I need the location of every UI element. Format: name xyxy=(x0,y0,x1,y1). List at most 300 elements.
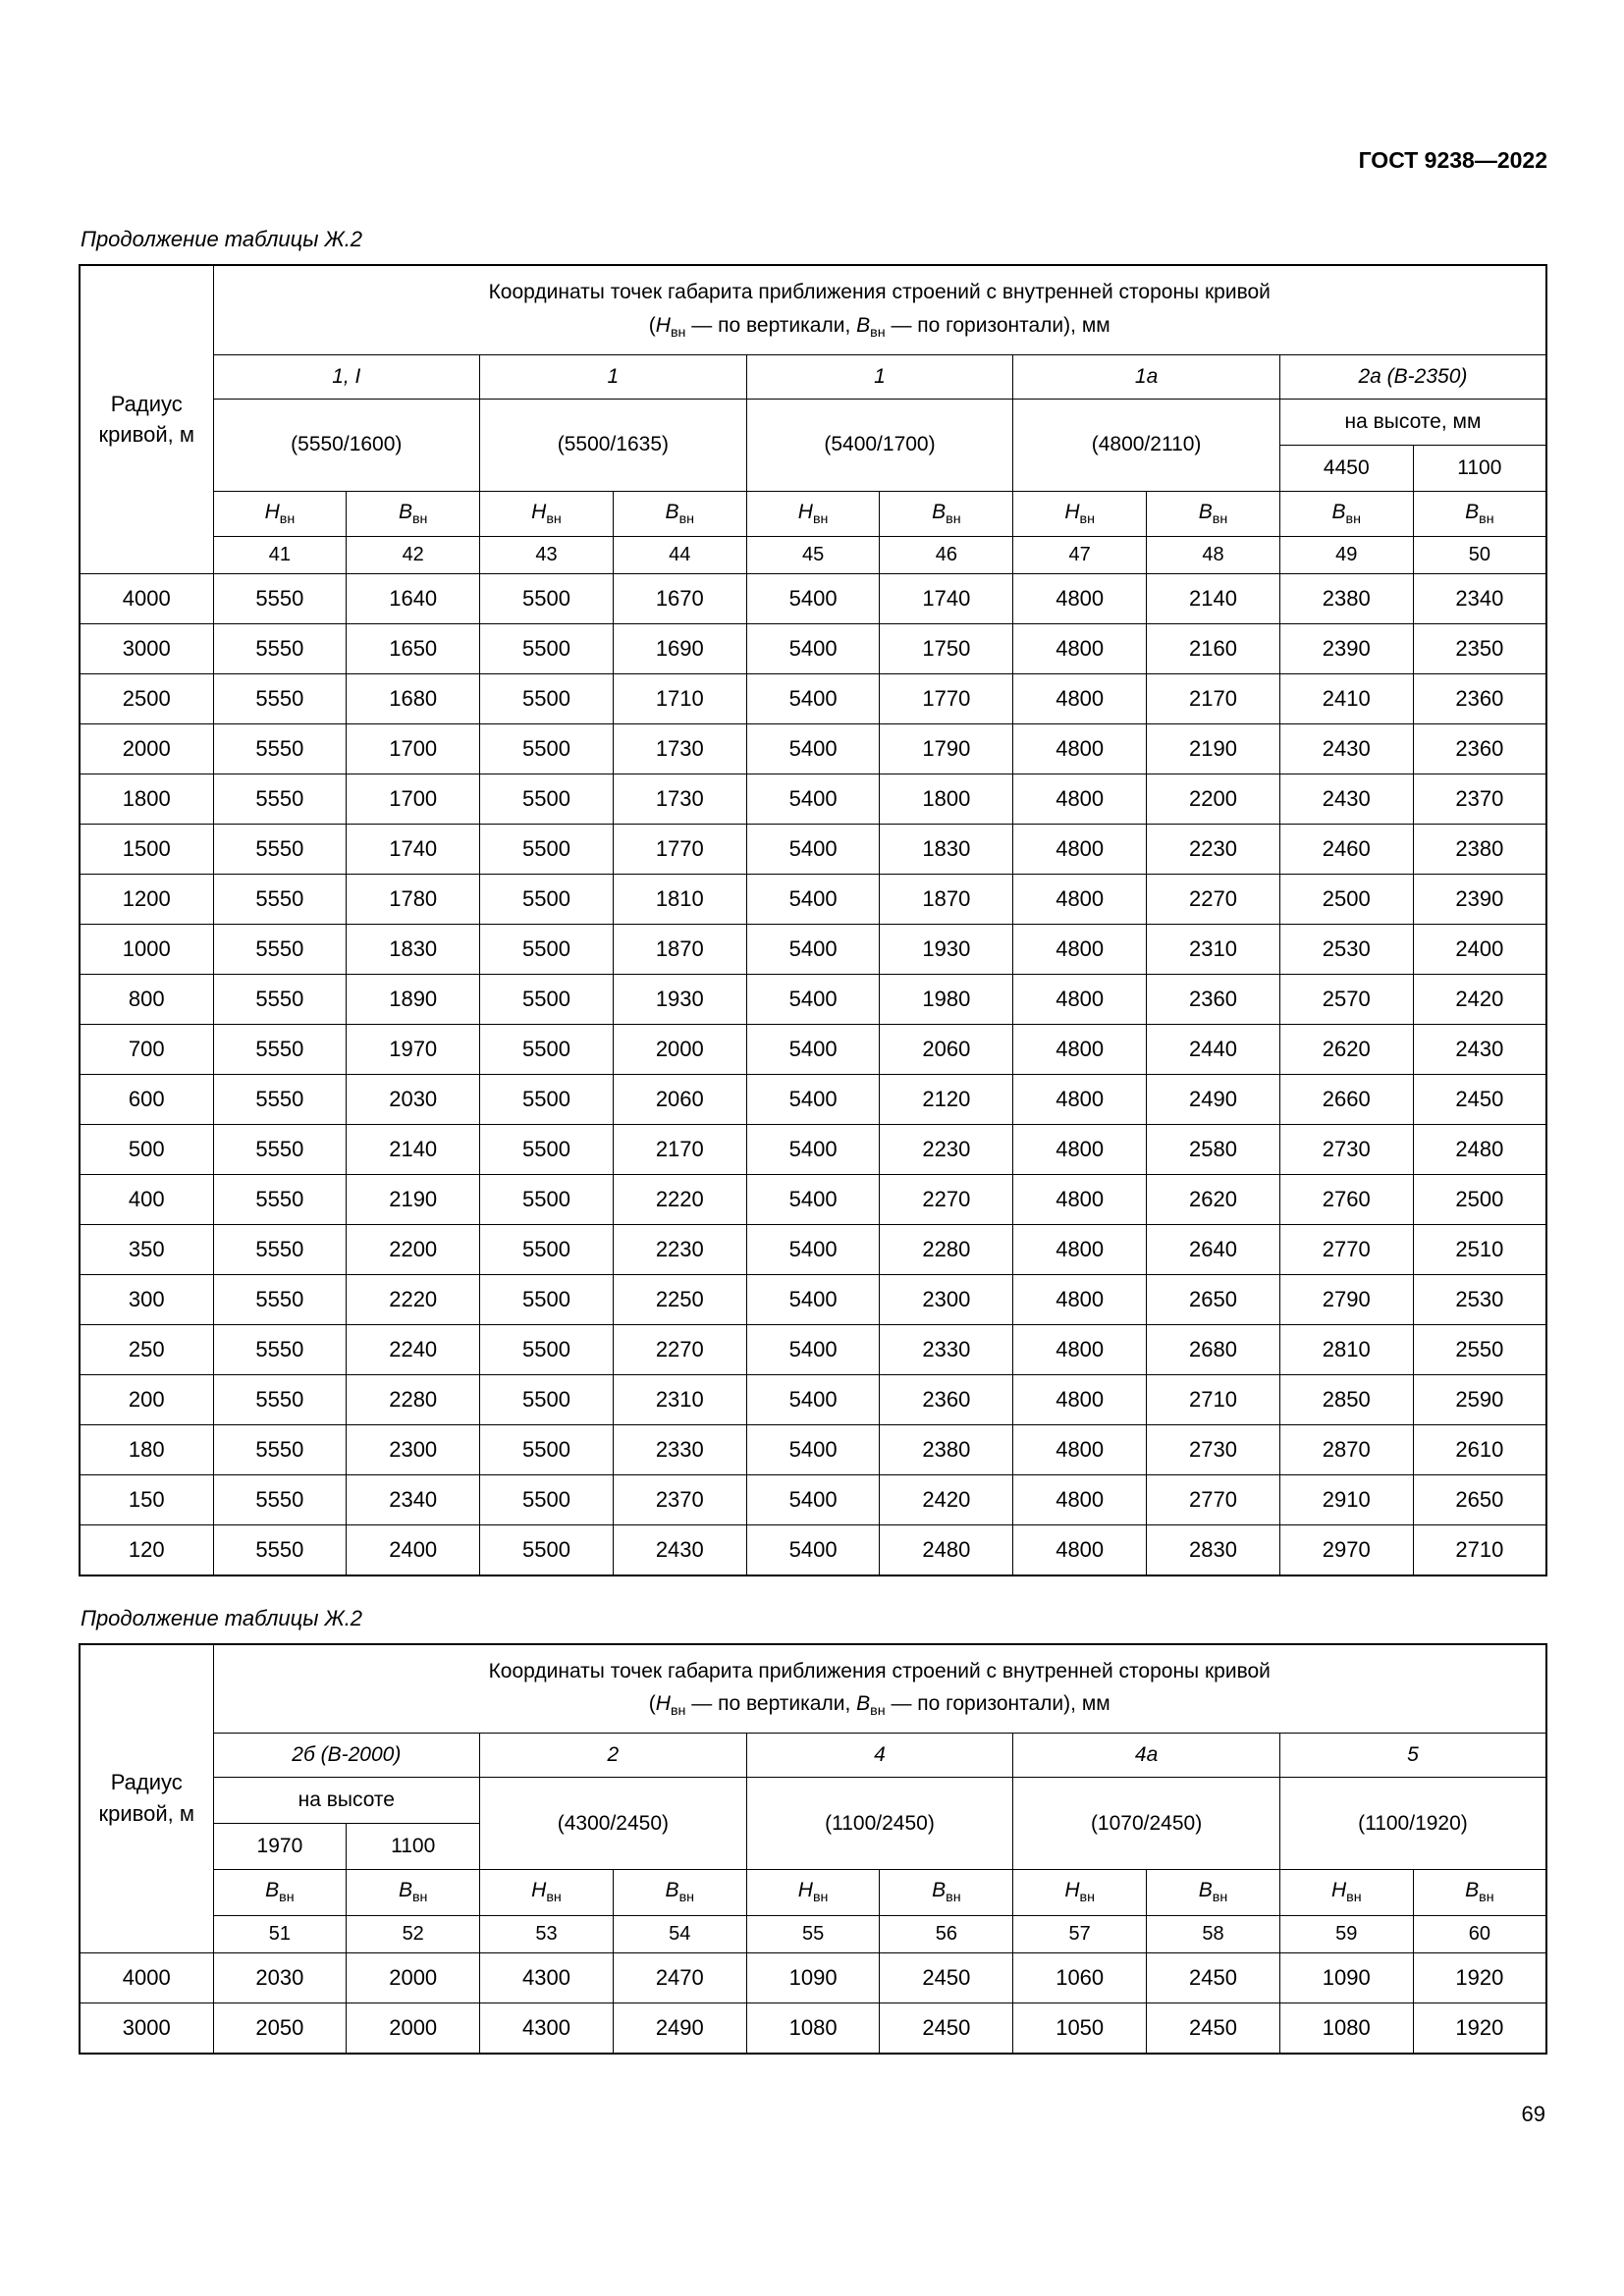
column-label: $В_{вн}$ xyxy=(1147,1870,1280,1915)
value-cell: 2760 xyxy=(1279,1174,1413,1224)
value-cell: 5400 xyxy=(746,1124,880,1174)
group-header: 2 xyxy=(480,1734,747,1778)
value-cell: 5400 xyxy=(746,1374,880,1424)
table-row xyxy=(80,1174,1546,1224)
value-cell: 4800 xyxy=(1013,1474,1147,1524)
value-cell: 2660 xyxy=(1279,1074,1413,1124)
column-number: 41 xyxy=(213,536,347,573)
column-label: $В_{вн}$ xyxy=(347,491,480,536)
value-cell: 5400 xyxy=(746,623,880,673)
value-cell: 5550 xyxy=(213,1024,347,1074)
radius-cell: 350 xyxy=(80,1224,213,1274)
value-cell: 2200 xyxy=(347,1224,480,1274)
value-cell: 4800 xyxy=(1013,723,1147,774)
value-cell: 2870 xyxy=(1279,1424,1413,1474)
value-cell: 2380 xyxy=(1279,573,1413,623)
radius-cell: 1200 xyxy=(80,874,213,924)
radius-cell: 2500 xyxy=(80,673,213,723)
value-cell: 2650 xyxy=(1413,1474,1546,1524)
height-note-header: на высоте xyxy=(213,1778,480,1824)
dimension-header: (4300/2450) xyxy=(480,1778,747,1870)
height-value-header: 1100 xyxy=(1413,445,1546,491)
value-cell: 4800 xyxy=(1013,573,1147,623)
height-note-header: на высоте, мм xyxy=(1279,399,1546,445)
group-header: 4а xyxy=(1013,1734,1280,1778)
table-row xyxy=(80,874,1546,924)
dimension-header: (5400/1700) xyxy=(746,399,1013,491)
value-cell: 5500 xyxy=(480,1424,614,1474)
column-number: 45 xyxy=(746,536,880,573)
value-cell: 2400 xyxy=(1413,924,1546,974)
value-cell: 2230 xyxy=(880,1124,1013,1174)
table2-caption: Продолжение таблицы Ж.2 xyxy=(81,1605,363,1630)
value-cell: 2380 xyxy=(880,1424,1013,1474)
page-number: 69 xyxy=(1521,2101,1545,2126)
radius-cell: 500 xyxy=(80,1124,213,1174)
radius-cell: 3000 xyxy=(80,2002,213,2054)
value-cell: 1090 xyxy=(1279,1952,1413,2002)
column-label: $В_{вн}$ xyxy=(213,1870,347,1915)
column-number: 57 xyxy=(1013,1915,1147,1952)
value-cell: 1870 xyxy=(613,924,746,974)
column-number: 52 xyxy=(347,1915,480,1952)
value-cell: 2680 xyxy=(1147,1324,1280,1374)
value-cell: 2270 xyxy=(880,1174,1013,1224)
value-cell: 4800 xyxy=(1013,1374,1147,1424)
table-row xyxy=(80,1524,1546,1575)
value-cell: 2190 xyxy=(347,1174,480,1224)
value-cell: 1890 xyxy=(347,974,480,1024)
value-cell: 2590 xyxy=(1413,1374,1546,1424)
value-cell: 2330 xyxy=(880,1324,1013,1374)
value-cell: 2280 xyxy=(880,1224,1013,1274)
value-cell: 2250 xyxy=(613,1274,746,1324)
value-cell: 5400 xyxy=(746,824,880,874)
table1-group-row xyxy=(80,354,1546,399)
table-row xyxy=(80,924,1546,974)
group-header: 1, I xyxy=(213,354,480,399)
radius-cell: 1500 xyxy=(80,824,213,874)
value-cell: 5400 xyxy=(746,774,880,824)
value-cell: 5500 xyxy=(480,723,614,774)
value-cell: 2310 xyxy=(613,1374,746,1424)
value-cell: 4300 xyxy=(480,1952,614,2002)
value-cell: 2200 xyxy=(1147,774,1280,824)
value-cell: 5500 xyxy=(480,774,614,824)
value-cell: 2300 xyxy=(347,1424,480,1474)
value-cell: 2380 xyxy=(1413,824,1546,874)
column-number: 56 xyxy=(880,1915,1013,1952)
value-cell: 2490 xyxy=(1147,1074,1280,1124)
value-cell: 2460 xyxy=(1279,824,1413,874)
value-cell: 5400 xyxy=(746,974,880,1024)
dimension-header: (1100/2450) xyxy=(746,1778,1013,1870)
table-row xyxy=(80,623,1546,673)
table-row xyxy=(80,1074,1546,1124)
value-cell: 2190 xyxy=(1147,723,1280,774)
column-number: 42 xyxy=(347,536,480,573)
value-cell: 1060 xyxy=(1013,1952,1147,2002)
value-cell: 5500 xyxy=(480,1124,614,1174)
value-cell: 5500 xyxy=(480,1324,614,1374)
value-cell: 2550 xyxy=(1413,1324,1546,1374)
table-row xyxy=(80,673,1546,723)
table1-body xyxy=(80,573,1546,1575)
radius-cell: 600 xyxy=(80,1074,213,1124)
radius-cell: 120 xyxy=(80,1524,213,1575)
value-cell: 5500 xyxy=(480,573,614,623)
column-label: $Н_{вн}$ xyxy=(1013,491,1147,536)
group-header: 1а xyxy=(1013,354,1280,399)
value-cell: 1800 xyxy=(880,774,1013,824)
table-row xyxy=(80,824,1546,874)
column-number: 53 xyxy=(480,1915,614,1952)
value-cell: 1050 xyxy=(1013,2002,1147,2054)
value-cell: 2500 xyxy=(1279,874,1413,924)
table-row xyxy=(80,1424,1546,1474)
value-cell: 1740 xyxy=(880,573,1013,623)
value-cell: 4800 xyxy=(1013,1074,1147,1124)
value-cell: 2230 xyxy=(1147,824,1280,874)
dimension-header: (4800/2110) xyxy=(1013,399,1280,491)
value-cell: 5500 xyxy=(480,974,614,1024)
column-label: $Н_{вн}$ xyxy=(746,491,880,536)
table-row xyxy=(80,1952,1546,2002)
value-cell: 5500 xyxy=(480,1174,614,1224)
radius-cell: 4000 xyxy=(80,1952,213,2002)
value-cell: 5550 xyxy=(213,1224,347,1274)
title-line2: ($Н_{вн}$ — по вертикали, $В_{вн}$ — по горизонтали), мм xyxy=(648,313,1110,341)
value-cell: 1770 xyxy=(613,824,746,874)
column-number: 58 xyxy=(1147,1915,1280,1952)
value-cell: 1700 xyxy=(347,774,480,824)
table2-title-cell xyxy=(213,1644,1546,1734)
value-cell: 5550 xyxy=(213,673,347,723)
value-cell: 2430 xyxy=(1413,1024,1546,1074)
value-cell: 2230 xyxy=(613,1224,746,1274)
value-cell: 5500 xyxy=(480,1274,614,1324)
value-cell: 1090 xyxy=(746,1952,880,2002)
value-cell: 5400 xyxy=(746,573,880,623)
value-cell: 2060 xyxy=(880,1024,1013,1074)
value-cell: 2160 xyxy=(1147,623,1280,673)
column-label: $Н_{вн}$ xyxy=(746,1870,880,1915)
height-value-header: 1970 xyxy=(213,1824,347,1870)
value-cell: 2400 xyxy=(347,1524,480,1575)
value-cell: 2030 xyxy=(347,1074,480,1124)
value-cell: 2370 xyxy=(613,1474,746,1524)
table2-dimension-row xyxy=(80,1778,1546,1824)
value-cell: 4800 xyxy=(1013,1224,1147,1274)
title-line2: ($Н_{вн}$ — по вертикали, $В_{вн}$ — по горизонтали), мм xyxy=(648,1692,1110,1720)
table2-number-row xyxy=(80,1915,1546,1952)
value-cell: 2000 xyxy=(347,1952,480,2002)
table2-body xyxy=(80,1952,1546,2054)
value-cell: 4800 xyxy=(1013,874,1147,924)
value-cell: 1830 xyxy=(880,824,1013,874)
table-row xyxy=(80,2002,1546,2054)
table-row xyxy=(80,723,1546,774)
group-header: 4 xyxy=(746,1734,1013,1778)
value-cell: 1690 xyxy=(613,623,746,673)
value-cell: 2530 xyxy=(1279,924,1413,974)
value-cell: 5500 xyxy=(480,924,614,974)
value-cell: 2270 xyxy=(613,1324,746,1374)
value-cell: 1870 xyxy=(880,874,1013,924)
column-number: 43 xyxy=(480,536,614,573)
radius-column-header: Радиус кривой, м xyxy=(80,1644,213,1952)
value-cell: 2730 xyxy=(1147,1424,1280,1474)
value-cell: 2120 xyxy=(880,1074,1013,1124)
value-cell: 5400 xyxy=(746,673,880,723)
column-number: 51 xyxy=(213,1915,347,1952)
value-cell: 5500 xyxy=(480,1524,614,1575)
value-cell: 1080 xyxy=(746,2002,880,2054)
value-cell: 2640 xyxy=(1147,1224,1280,1274)
value-cell: 4800 xyxy=(1013,974,1147,1024)
group-header: 1 xyxy=(746,354,1013,399)
value-cell: 5550 xyxy=(213,1274,347,1324)
value-cell: 2390 xyxy=(1279,623,1413,673)
value-cell: 2610 xyxy=(1413,1424,1546,1474)
radius-cell: 400 xyxy=(80,1174,213,1224)
value-cell: 2430 xyxy=(1279,774,1413,824)
height-value-header: 1100 xyxy=(347,1824,480,1870)
value-cell: 2270 xyxy=(1147,874,1280,924)
column-label: $Н_{вн}$ xyxy=(480,1870,614,1915)
value-cell: 5550 xyxy=(213,723,347,774)
value-cell: 1740 xyxy=(347,824,480,874)
value-cell: 2300 xyxy=(880,1274,1013,1324)
value-cell: 2510 xyxy=(1413,1224,1546,1274)
value-cell: 4800 xyxy=(1013,623,1147,673)
group-header: 5 xyxy=(1279,1734,1546,1778)
value-cell: 1790 xyxy=(880,723,1013,774)
value-cell: 4800 xyxy=(1013,673,1147,723)
value-cell: 2000 xyxy=(347,2002,480,2054)
column-number: 48 xyxy=(1147,536,1280,573)
column-label: $В_{вн}$ xyxy=(880,1870,1013,1915)
value-cell: 2770 xyxy=(1147,1474,1280,1524)
table-row xyxy=(80,1374,1546,1424)
value-cell: 2360 xyxy=(1413,723,1546,774)
value-cell: 2420 xyxy=(880,1474,1013,1524)
value-cell: 4800 xyxy=(1013,1274,1147,1324)
table1-header xyxy=(80,265,1546,573)
value-cell: 2030 xyxy=(213,1952,347,2002)
value-cell: 5500 xyxy=(480,1024,614,1074)
table1-title-cell xyxy=(213,265,1546,354)
value-cell: 2170 xyxy=(613,1124,746,1174)
value-cell: 2360 xyxy=(1413,673,1546,723)
value-cell: 5400 xyxy=(746,874,880,924)
value-cell: 5550 xyxy=(213,1174,347,1224)
value-cell: 2470 xyxy=(613,1952,746,2002)
column-number: 44 xyxy=(613,536,746,573)
column-label: $В_{вн}$ xyxy=(347,1870,480,1915)
value-cell: 1730 xyxy=(613,774,746,824)
value-cell: 1670 xyxy=(613,573,746,623)
value-cell: 5500 xyxy=(480,1474,614,1524)
value-cell: 5400 xyxy=(746,1424,880,1474)
value-cell: 4800 xyxy=(1013,1174,1147,1224)
value-cell: 5550 xyxy=(213,623,347,673)
value-cell: 5550 xyxy=(213,1424,347,1474)
value-cell: 1920 xyxy=(1413,1952,1546,2002)
column-label: $В_{вн}$ xyxy=(1147,491,1280,536)
table1-title-row xyxy=(80,265,1546,354)
group-header: 2б (В-2000) xyxy=(213,1734,480,1778)
value-cell: 1830 xyxy=(347,924,480,974)
value-cell: 2450 xyxy=(880,2002,1013,2054)
value-cell: 2450 xyxy=(1147,2002,1280,2054)
value-cell: 1650 xyxy=(347,623,480,673)
value-cell: 2140 xyxy=(347,1124,480,1174)
value-cell: 4800 xyxy=(1013,1124,1147,1174)
dimension-header: (1100/1920) xyxy=(1279,1778,1546,1870)
value-cell: 1750 xyxy=(880,623,1013,673)
radius-cell: 200 xyxy=(80,1374,213,1424)
value-cell: 2430 xyxy=(1279,723,1413,774)
column-label: $В_{вн}$ xyxy=(613,1870,746,1915)
value-cell: 2810 xyxy=(1279,1324,1413,1374)
title-line1: Координаты точек габарита приближения строений с внутренней стороны кривой xyxy=(488,1659,1271,1682)
value-cell: 5550 xyxy=(213,573,347,623)
dimension-header: (1070/2450) xyxy=(1013,1778,1280,1870)
value-cell: 5400 xyxy=(746,1174,880,1224)
value-cell: 5550 xyxy=(213,1124,347,1174)
table-zh2-part1 xyxy=(79,264,1547,1576)
table-row xyxy=(80,1324,1546,1374)
title-line1: Координаты точек габарита приближения строений с внутренней стороны кривой xyxy=(488,281,1271,303)
radius-cell: 800 xyxy=(80,974,213,1024)
table-row xyxy=(80,573,1546,623)
value-cell: 1080 xyxy=(1279,2002,1413,2054)
value-cell: 1730 xyxy=(613,723,746,774)
value-cell: 5400 xyxy=(746,924,880,974)
column-label: $Н_{вн}$ xyxy=(213,491,347,536)
value-cell: 2440 xyxy=(1147,1024,1280,1074)
radius-cell: 180 xyxy=(80,1424,213,1474)
table2-label-row xyxy=(80,1870,1546,1915)
value-cell: 1780 xyxy=(347,874,480,924)
value-cell: 5550 xyxy=(213,1074,347,1124)
value-cell: 2710 xyxy=(1413,1524,1546,1575)
value-cell: 2910 xyxy=(1279,1474,1413,1524)
radius-cell: 250 xyxy=(80,1324,213,1374)
value-cell: 2790 xyxy=(1279,1274,1413,1324)
value-cell: 2710 xyxy=(1147,1374,1280,1424)
column-number: 60 xyxy=(1413,1915,1546,1952)
value-cell: 1980 xyxy=(880,974,1013,1024)
value-cell: 4800 xyxy=(1013,1024,1147,1074)
radius-cell: 700 xyxy=(80,1024,213,1074)
value-cell: 2060 xyxy=(613,1074,746,1124)
value-cell: 5550 xyxy=(213,1324,347,1374)
column-number: 46 xyxy=(880,536,1013,573)
column-number: 54 xyxy=(613,1915,746,1952)
dimension-header: (5550/1600) xyxy=(213,399,480,491)
value-cell: 1930 xyxy=(880,924,1013,974)
table-zh2-part2 xyxy=(79,1643,1547,2055)
table-row xyxy=(80,1274,1546,1324)
column-label: $В_{вн}$ xyxy=(880,491,1013,536)
value-cell: 2450 xyxy=(1413,1074,1546,1124)
value-cell: 2330 xyxy=(613,1424,746,1474)
value-cell: 2350 xyxy=(1413,623,1546,673)
value-cell: 5550 xyxy=(213,1524,347,1575)
value-cell: 1770 xyxy=(880,673,1013,723)
value-cell: 5400 xyxy=(746,1024,880,1074)
value-cell: 2480 xyxy=(880,1524,1013,1575)
value-cell: 1930 xyxy=(613,974,746,1024)
column-number: 50 xyxy=(1413,536,1546,573)
value-cell: 2220 xyxy=(613,1174,746,1224)
value-cell: 2650 xyxy=(1147,1274,1280,1324)
value-cell: 2730 xyxy=(1279,1124,1413,1174)
value-cell: 2410 xyxy=(1279,673,1413,723)
table-row xyxy=(80,1124,1546,1174)
group-header: 1 xyxy=(480,354,747,399)
value-cell: 2420 xyxy=(1413,974,1546,1024)
value-cell: 2240 xyxy=(347,1324,480,1374)
table-row xyxy=(80,1224,1546,1274)
radius-cell: 1000 xyxy=(80,924,213,974)
table1-caption: Продолжение таблицы Ж.2 xyxy=(81,227,363,251)
radius-cell: 150 xyxy=(80,1474,213,1524)
value-cell: 5500 xyxy=(480,1224,614,1274)
value-cell: 2500 xyxy=(1413,1174,1546,1224)
value-cell: 5550 xyxy=(213,824,347,874)
table1-dimension-row xyxy=(80,399,1546,445)
value-cell: 2620 xyxy=(1279,1024,1413,1074)
value-cell: 5500 xyxy=(480,824,614,874)
value-cell: 2050 xyxy=(213,2002,347,2054)
value-cell: 2850 xyxy=(1279,1374,1413,1424)
value-cell: 2450 xyxy=(1147,1952,1280,2002)
value-cell: 1700 xyxy=(347,723,480,774)
value-cell: 4800 xyxy=(1013,774,1147,824)
column-label: $В_{вн}$ xyxy=(613,491,746,536)
value-cell: 2480 xyxy=(1413,1124,1546,1174)
column-label: $В_{вн}$ xyxy=(1413,1870,1546,1915)
height-value-header: 4450 xyxy=(1279,445,1413,491)
value-cell: 2390 xyxy=(1413,874,1546,924)
value-cell: 2370 xyxy=(1413,774,1546,824)
value-cell: 5500 xyxy=(480,1074,614,1124)
value-cell: 5550 xyxy=(213,974,347,1024)
value-cell: 2000 xyxy=(613,1024,746,1074)
value-cell: 4800 xyxy=(1013,824,1147,874)
value-cell: 2360 xyxy=(880,1374,1013,1424)
document-code: ГОСТ 9238—2022 xyxy=(1358,147,1547,173)
value-cell: 2220 xyxy=(347,1274,480,1324)
value-cell: 5400 xyxy=(746,1474,880,1524)
value-cell: 2450 xyxy=(880,1952,1013,2002)
radius-cell: 2000 xyxy=(80,723,213,774)
value-cell: 5550 xyxy=(213,1374,347,1424)
value-cell: 5400 xyxy=(746,1274,880,1324)
column-label: $Н_{вн}$ xyxy=(1013,1870,1147,1915)
column-label: $Н_{вн}$ xyxy=(480,491,614,536)
value-cell: 1920 xyxy=(1413,2002,1546,2054)
value-cell: 1710 xyxy=(613,673,746,723)
value-cell: 5400 xyxy=(746,1524,880,1575)
table-row xyxy=(80,774,1546,824)
table2-header xyxy=(80,1644,1546,1952)
value-cell: 1970 xyxy=(347,1024,480,1074)
value-cell: 1640 xyxy=(347,573,480,623)
